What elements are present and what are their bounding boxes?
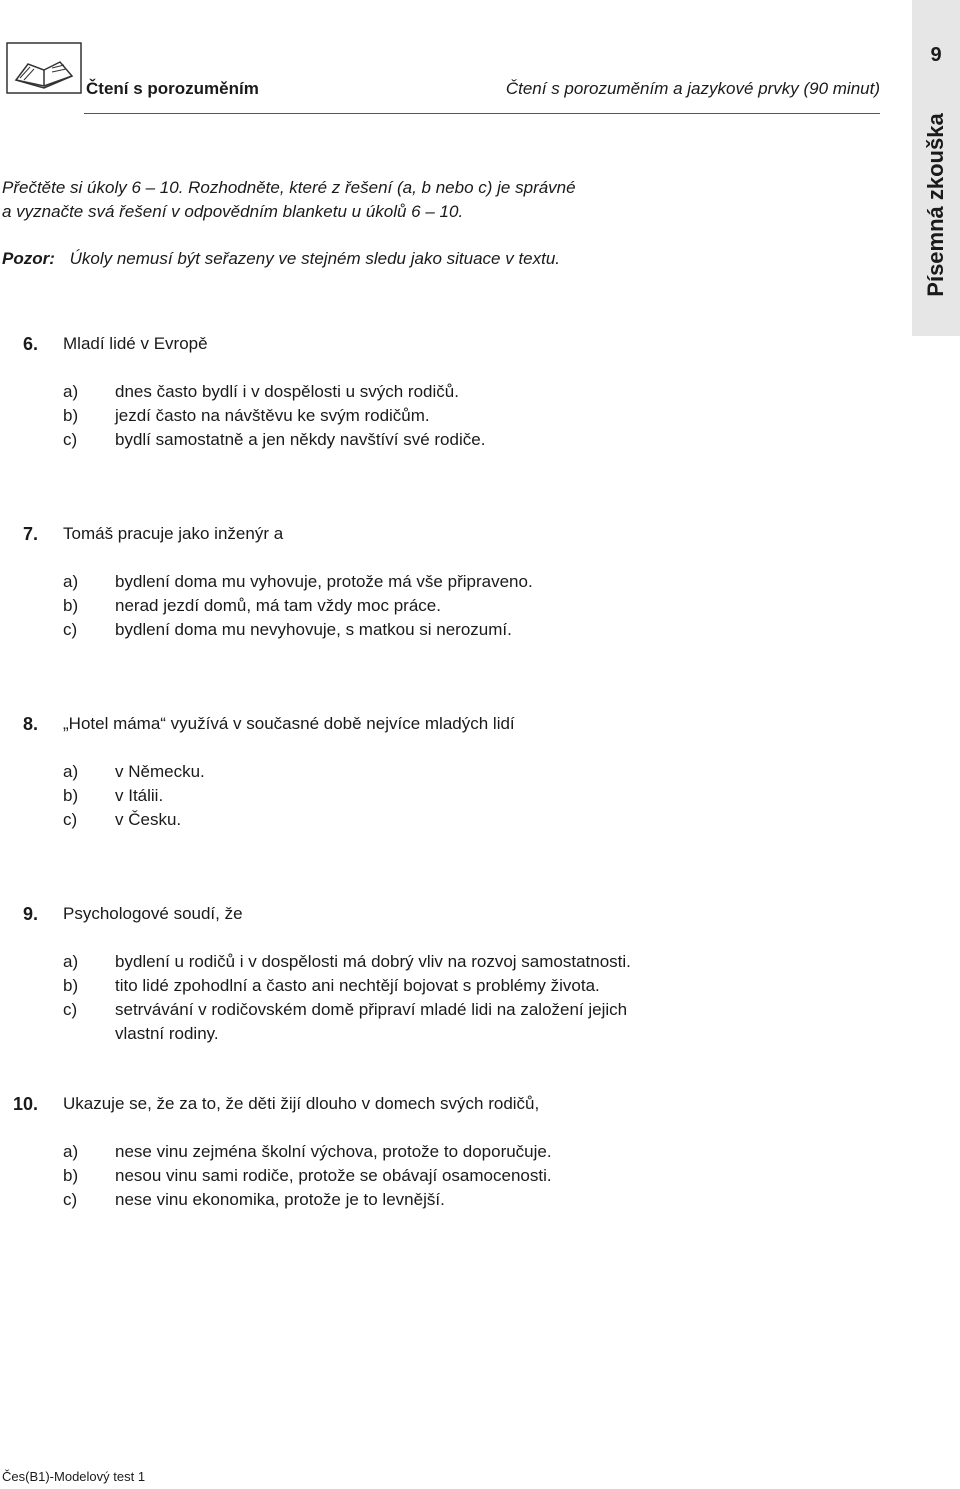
note-label: Pozor: (2, 249, 55, 268)
option-text: setrvávání v rodičovském domě připraví mladé lidi na založení jejich vlastní rodiny. (115, 1000, 628, 1043)
task-number: 10. (12, 1094, 38, 1114)
option-text: nese vinu zejména školní výchova, protože to doporučuje. (115, 1142, 552, 1161)
section-title: Čtení s porozuměním (86, 79, 259, 98)
task-number: 6. (22, 334, 38, 354)
side-tab-label: Písemná zkouška (923, 113, 948, 297)
option-letter: a) (63, 382, 79, 401)
option-letter: c) (63, 620, 78, 639)
option-text: dnes často bydlí i v dospělosti u svých rodičů. (115, 382, 459, 401)
task-question: Ukazuje se, že za to, že děti žijí dlouho v domech svých rodičů, (63, 1094, 540, 1113)
instructions-line-1: Přečtěte si úkoly 6 – 10. Rozhodněte, které z řešení (a, b nebo c) je správné (2, 178, 576, 197)
option-text: v Německu. (115, 762, 205, 781)
option-letter: c) (63, 1000, 78, 1019)
option-text: nesou vinu sami rodiče, protože se obávají osamocenosti. (115, 1166, 552, 1185)
task-number: 8. (22, 714, 38, 734)
option-letter: b) (63, 596, 79, 615)
option-text: jezdí často na návštěvu ke svým rodičům. (115, 406, 430, 425)
page-number: 9 (930, 44, 942, 66)
option-text: bydlení doma mu nevyhovuje, s matkou si nerozumí. (115, 620, 512, 639)
book-icon (6, 42, 82, 94)
option-letter: b) (63, 406, 79, 425)
option-letter: c) (63, 430, 78, 449)
task-number: 9. (22, 904, 38, 924)
task-question: Tomáš pracuje jako inženýr a (63, 524, 284, 543)
section-subtitle: Čtení s porozuměním a jazykové prvky (90 minut) (505, 79, 880, 98)
option-letter: a) (63, 762, 79, 781)
footer-code: Čes(B1)-Modelový test 1 (2, 1469, 146, 1484)
option-text: bydlení u rodičů i v dospělosti má dobrý vliv na rozvoj samostatnosti. (115, 952, 631, 971)
instructions-line-2: a vyznačte svá řešení v odpovědním blanketu u úkolů 6 – 10. (2, 202, 464, 221)
instructions (2, 176, 576, 224)
option-letter: c) (63, 1190, 78, 1209)
option-text: v Česku. (115, 810, 182, 829)
option-letter: c) (63, 810, 78, 829)
task-question: Mladí lidé v Evropě (63, 334, 208, 353)
option-letter: b) (63, 976, 79, 995)
side-tab (912, 0, 960, 336)
option-text: nerad jezdí domů, má tam vždy moc práce. (115, 596, 441, 615)
option-text: tito lidé zpohodlní a často ani nechtějí bojovat s problémy života. (115, 976, 600, 995)
header-divider (84, 113, 880, 114)
option-letter: b) (63, 786, 79, 805)
option-text: bydlí samostatně a jen někdy navštíví své rodiče. (115, 430, 486, 449)
task-question: Psychologové soudí, že (63, 904, 243, 923)
option-text: bydlení doma mu vyhovuje, protože má vše připraveno. (115, 572, 533, 591)
task-question: „Hotel máma“ využívá v současné době nejvíce mladých lidí (63, 714, 515, 733)
task-number: 7. (22, 524, 38, 544)
option-letter: a) (63, 572, 79, 591)
note (2, 249, 560, 269)
option-text: v Itálii. (115, 786, 164, 805)
option-letter: a) (63, 1142, 79, 1161)
option-text: nese vinu ekonomika, protože je to levnější. (115, 1190, 445, 1209)
note-text: Úkoly nemusí být seřazeny ve stejném sledu jako situace v textu. (69, 249, 561, 268)
option-letter: a) (63, 952, 79, 971)
option-letter: b) (63, 1166, 79, 1185)
